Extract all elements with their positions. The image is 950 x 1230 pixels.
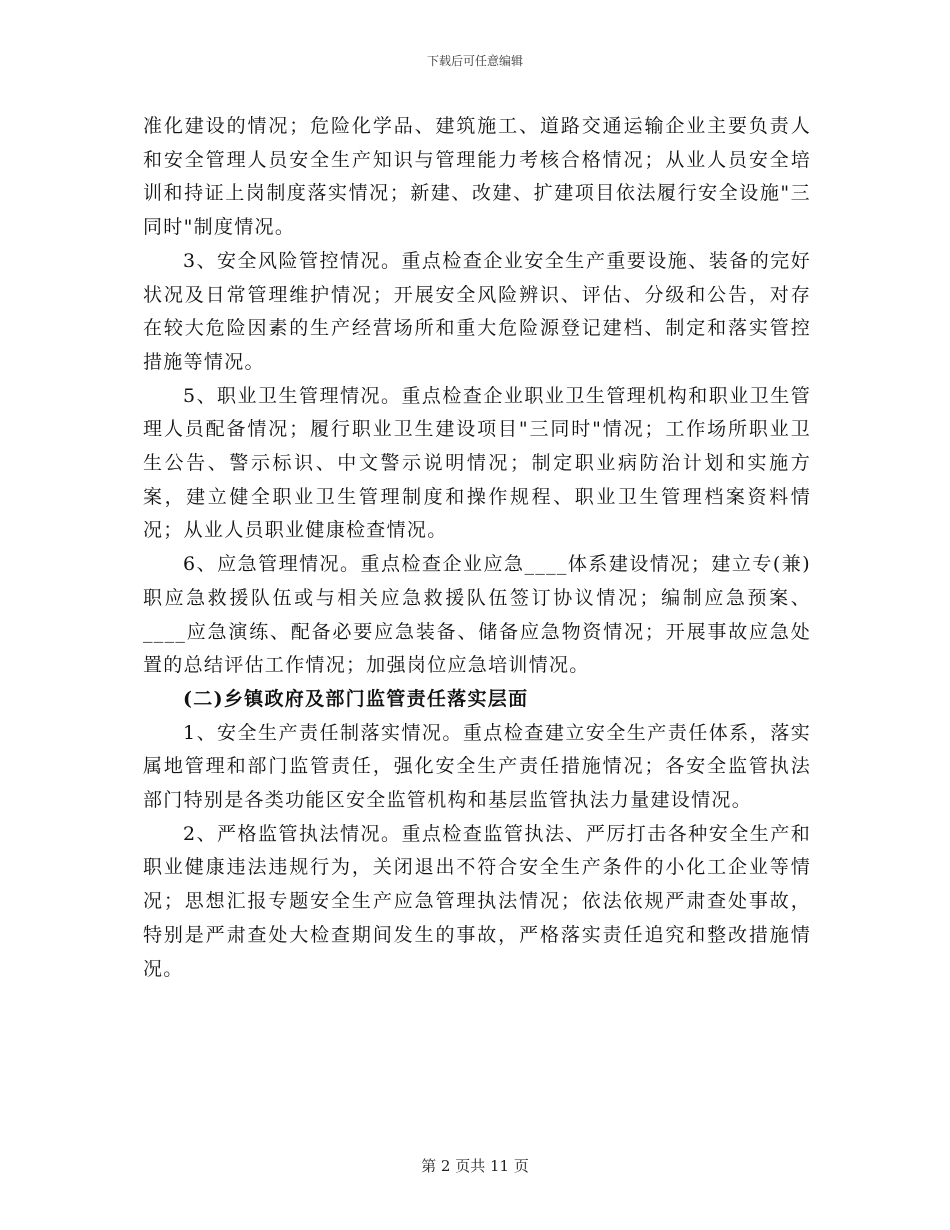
paragraph-continuation: 准化建设的情况；危险化学品、建筑施工、道路交通运输企业主要负责人和安全管理人员安全生产知识与管理能力考核合格情况；从业人员安全培训和持证上岗制度落实情况；新建、改建、扩建项目依法履行安全设施"三同时"制度情况。 bbox=[143, 115, 811, 239]
page-header: 下载后可任意编辑 bbox=[426, 54, 523, 68]
paragraph-risk-control: 3、安全风险管控情况。重点检查企业安全生产重要设施、装备的完好状况及日常管理维护情况；开展安全风险辨识、评估、分级和公告，对存在较大危险因素的生产经营场所和重大危险源登记建档、制定和落实管控措施等情况。 bbox=[143, 249, 811, 373]
paragraph-strict-enforcement: 2、严格监管执法情况。重点检查监管执法、严厉打击各种安全生产和职业健康违法违规行为，关闭退出不符合安全生产条件的小化工企业等情况；思想汇报专题安全生产应急管理执法情况；依法依规严肃查处事故，特别是严肃查处大检查期间发生的事故，严格落实责任追究和整改措施情况。 bbox=[143, 822, 811, 980]
section-heading: (二)乡镇政府及部门监管责任落实层面 bbox=[183, 687, 529, 710]
page-footer: 第 2 页共 11 页 bbox=[421, 1157, 529, 1175]
document-body bbox=[143, 110, 811, 986]
paragraph-emergency-management: 6、应急管理情况。重点检查企业应急____体系建设情况；建立专(兼)职应急救援队伍或与相关应急救援队伍签订协议情况；编制应急预案、____应急演练、配备必要应急装备、储备应急物资情况；开展事故应急处置的总结评估工作情况；加强岗位应急培训情况。 bbox=[143, 553, 811, 677]
paragraph-occupational-health: 5、职业卫生管理情况。重点检查企业职业卫生管理机构和职业卫生管理人员配备情况；履行职业卫生建设项目"三同时"情况；工作场所职业卫生公告、警示标识、中文警示说明情况；制定职业病防治计划和实施方案，建立健全职业卫生管理制度和操作规程、职业卫生管理档案资料情况；从业人员职业健康检查情况。 bbox=[143, 384, 811, 542]
paragraph-responsibility-system: 1、安全生产责任制落实情况。重点检查建立安全生产责任体系，落实属地管理和部门监管责任，强化安全生产责任措施情况；各安全监管执法部门特别是各类功能区安全监管机构和基层监管执法力量建设情况。 bbox=[143, 721, 811, 812]
